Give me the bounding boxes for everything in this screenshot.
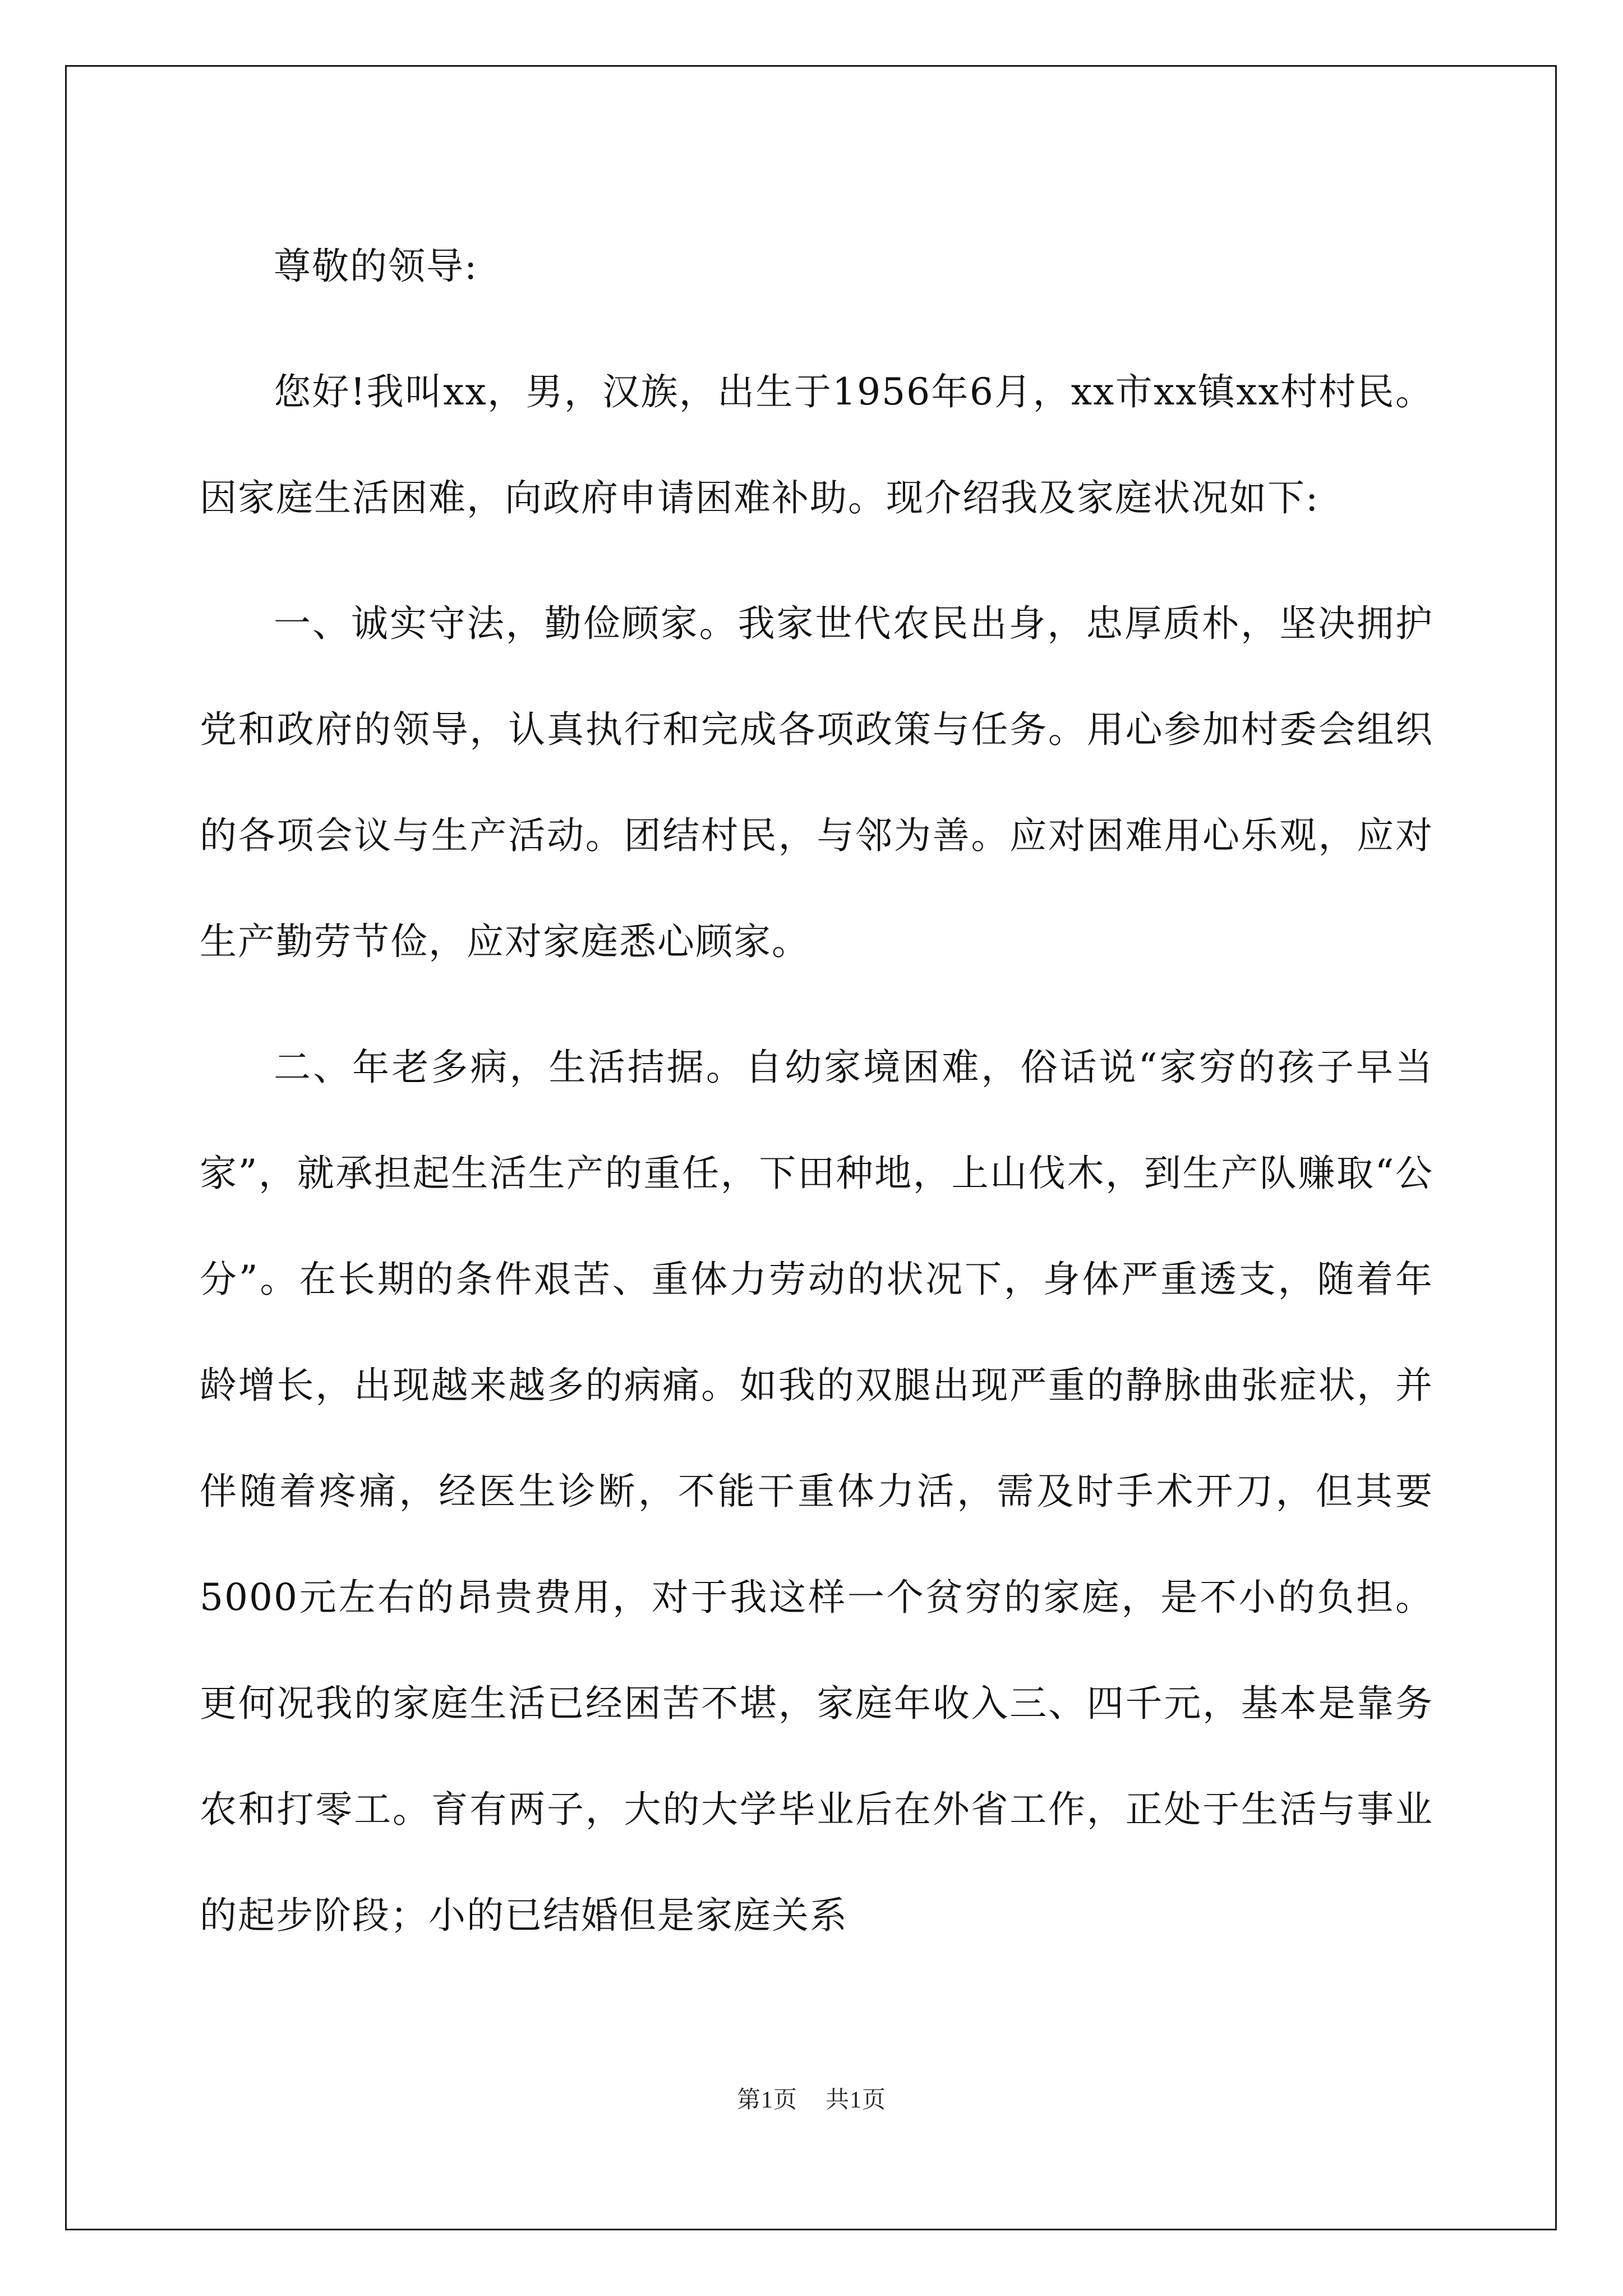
paragraph-intro: 您好!我叫xx，男，汉族，出生于1956年6月，xx市xx镇xx村村民。因家庭生活困难，向政府申请困难补助。现介绍我及家庭状况如下: <box>200 370 1433 519</box>
page-footer <box>0 2081 1623 2115</box>
page-number-total: 共1页 <box>826 2087 887 2113</box>
letter-body <box>200 213 1433 1968</box>
page-number-current: 第1页 <box>736 2087 797 2113</box>
paragraph-honesty: 一、诚实守法，勤俭顾家。我家世代农民出身，忠厚质朴，坚决拥护党和政府的领导，认真执行和完成各项政策与任务。用心参加村委会组织的各项会议与生产活动。团结村民，与邻为善。应对困难用心乐观，应对生产勤劳节俭，应对家庭悉心顾家。 <box>200 602 1433 963</box>
paragraph-hardship: 二、年老多病，生活拮据。自幼家境困难，俗话说“家穷的孩子早当家”，就承担起生活生产的重任，下田种地，上山伐木，到生产队赚取“公分”。在长期的条件艰苦、重体力劳动的状况下，身体严重透支，随着年龄增长，出现越来越多的病痛。如我的双腿出现严重的静脉曲张症状，并伴随着疼痛，经医生诊断，不能干重体力活，需及时手术开刀，但其要5000元左右的昂贵费用，对于我这样一个贫穷的家庭，是不小的负担。更何况我的家庭生活已经困苦不堪，家庭年收入三、四千元，基本是靠务农和打零工。育有两子，大的大学毕业后在外省工作，正处于生活与事业的起步阶段；小的已结婚但是家庭关系 <box>200 1046 1433 1937</box>
salutation: 尊敬的领导: <box>274 245 478 288</box>
